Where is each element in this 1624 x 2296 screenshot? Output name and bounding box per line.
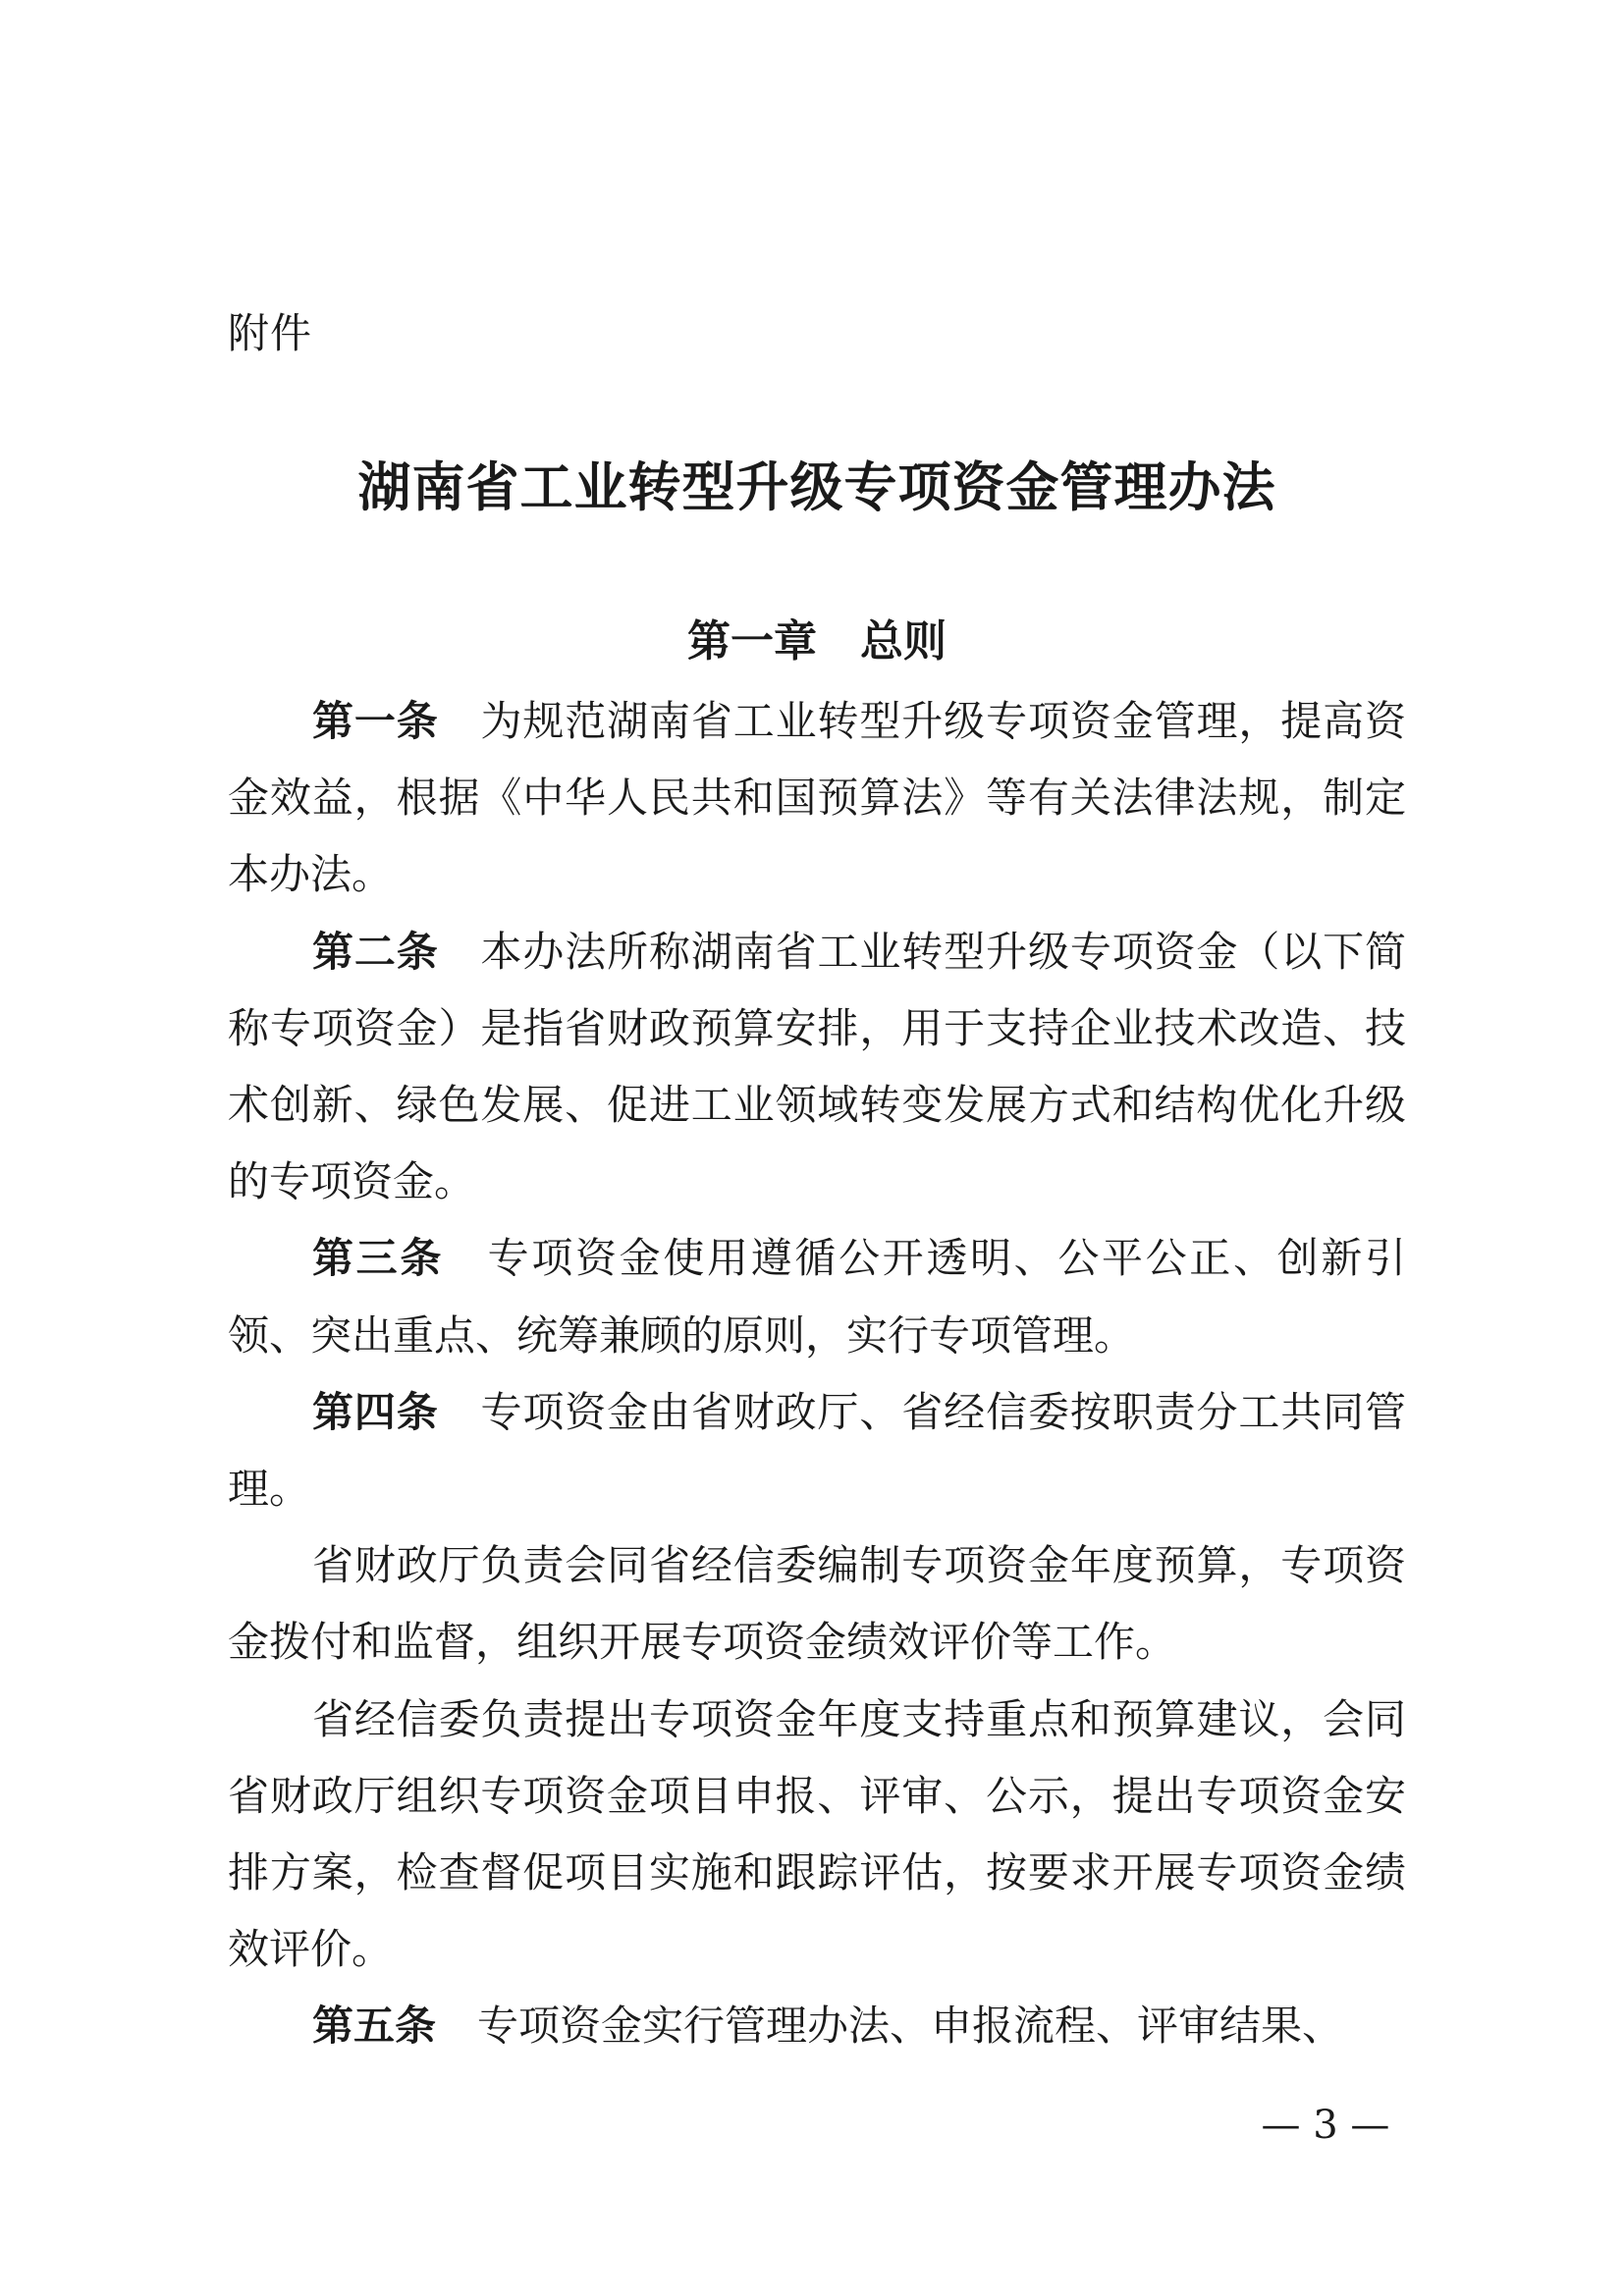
article-label: 第二条 [312,927,439,976]
paragraph-article-1 [228,683,1406,914]
document-title: 湖南省工业转型升级专项资金管理办法 [357,456,1276,518]
attachment-label: 附件 [228,309,313,357]
paragraph-article-4 [228,1374,1406,1527]
paragraph-text: 专项资金使用遵循公开透明、公平公正、创新引领、突出重点、统筹兼顾的原则，实行专项管理。 [228,1234,1406,1360]
paragraph-article-2 [228,914,1406,1221]
paragraph-text: 为规范湖南省工业转型升级专项资金管理，提高资金效益，根据《中华人民共和国预算法》等有关法律法规，制定本办法。 [228,697,1406,899]
paragraph-article-5 [228,1988,1406,2064]
article-label: 第四条 [312,1387,439,1436]
article-label: 第一条 [312,697,439,745]
body-text [228,683,1406,2065]
page-number: — 3 — [1261,2103,1390,2148]
article-label: 第五条 [312,2002,437,2051]
paragraph-text: 省经信委负责提出专项资金年度支持重点和预算建议，会同省财政厅组织专项资金项目申报、评审、公示，提出专项资金安排方案，检查督促项目实施和跟踪评估，按要求开展专项资金绩效评价。 [228,1694,1406,1974]
paragraph-text: 本办法所称湖南省工业转型升级专项资金（以下简称专项资金）是指省财政预算安排，用于支持企业技术改造、技术创新、绿色发展、促进工业领域转变发展方式和结构优化升级的专项资金。 [228,927,1406,1206]
article-label: 第三条 [312,1234,444,1283]
paragraph-finance-duties [228,1527,1406,1681]
paragraph-commission-duties [228,1682,1406,1989]
paragraph-text: 专项资金由省财政厅、省经信委按职责分工共同管理。 [228,1387,1406,1514]
paragraph-text: 省财政厅负责会同省经信委编制专项资金年度预算，专项资金拨付和监督，组织开展专项资金绩效评价等工作。 [228,1541,1406,1667]
chapter-name: 总则 [860,616,947,667]
chapter-heading [228,614,1406,669]
paragraph-article-3 [228,1220,1406,1373]
chapter-number: 第一章 [687,616,817,667]
paragraph-text: 专项资金实行管理办法、申报流程、评审结果、 [477,2002,1344,2051]
